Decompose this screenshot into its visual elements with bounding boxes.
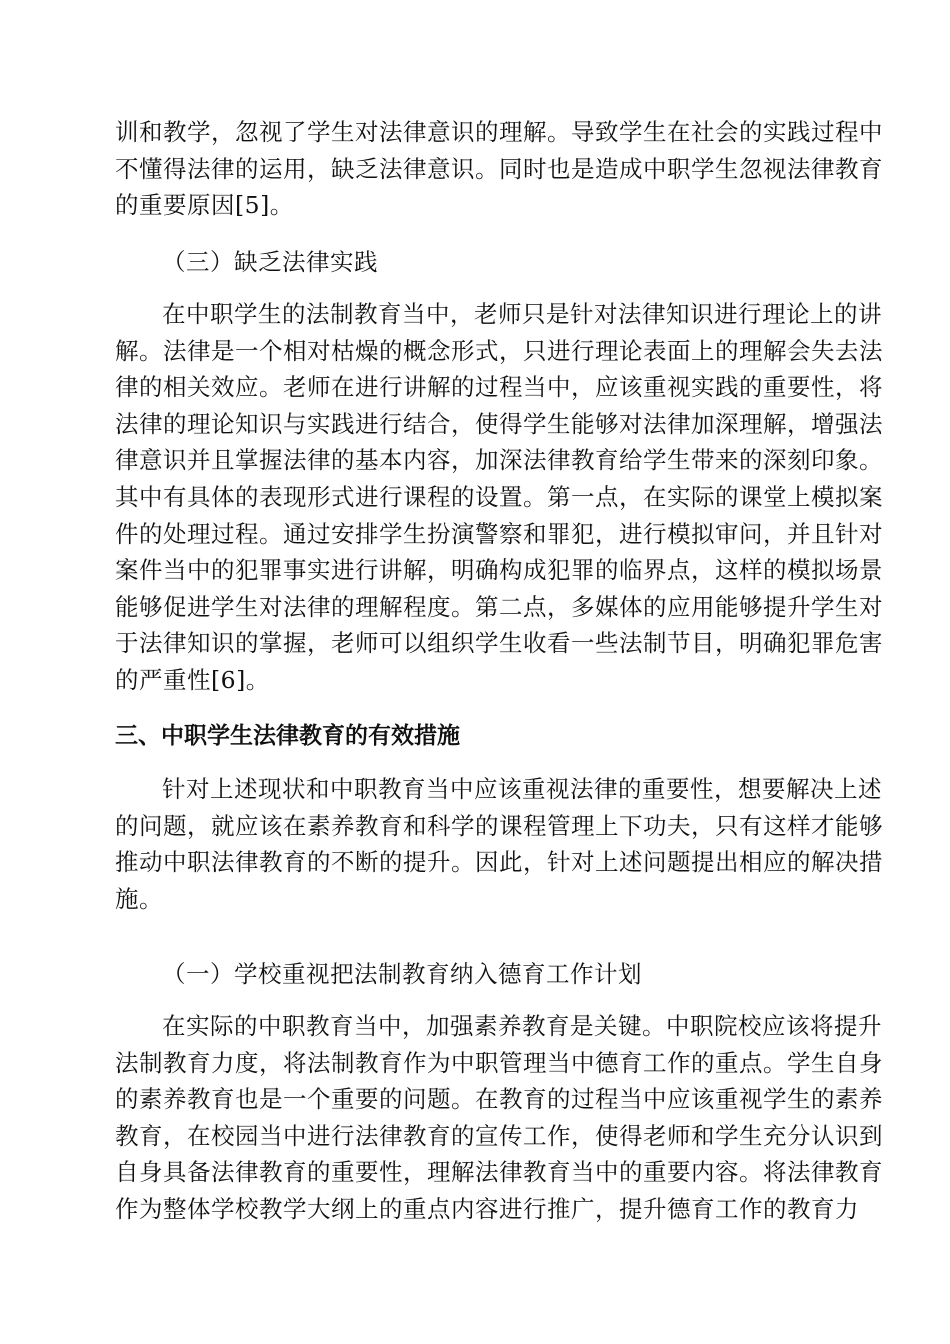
text-line: 作为整体学校教学大纲上的重点内容进行推广，提升德育工作的教育力 <box>115 1194 859 1223</box>
text-line: 解。法律是一个相对枯燥的概念形式，只进行理论表面上的理解会失去法 <box>115 336 883 365</box>
text-line: 律的相关效应。老师在进行讲解的过程当中，应该重视实践的重要性，将 <box>115 373 883 402</box>
section-heading: 三、中职学生法律教育的有效措施 <box>115 723 460 749</box>
text-line: 件的处理过程。通过安排学生扮演警察和罪犯，进行模拟审问，并且针对 <box>115 519 883 548</box>
text-line: 案件当中的犯罪事实进行讲解，明确构成犯罪的临界点，这样的模拟场景 <box>115 556 883 585</box>
text-line: 的素养教育也是一个重要的问题。在教育的过程当中应该重视学生的素养 <box>115 1085 883 1114</box>
text-line: 自身具备法律教育的重要性，理解法律教育当中的重要内容。将法律教育 <box>115 1158 883 1187</box>
subheading-school-plan: （一）学校重视把法制教育纳入德育工作计划 <box>162 960 642 988</box>
paragraph-introduction <box>115 771 883 917</box>
paragraph-legal-practice <box>115 296 883 699</box>
text-line: 教育，在校园当中进行法律教育的宣传工作，使得老师和学生充分认识到 <box>115 1121 883 1150</box>
paragraph-continued <box>115 114 883 224</box>
subheading-lack-of-practice: （三）缺乏法律实践 <box>162 248 378 276</box>
text-line: 的重要原因[5]。 <box>115 191 294 220</box>
text-line: 法律的理论知识与实践进行结合，使得学生能够对法律加深理解，增强法 <box>115 409 883 438</box>
text-line: 于法律知识的掌握，老师可以组织学生收看一些法制节目，明确犯罪危害 <box>115 629 883 658</box>
text-line: 的问题，就应该在素养教育和科学的课程管理上下功夫，只有这样才能够 <box>115 811 883 840</box>
text-line: 其中有具体的表现形式进行课程的设置。第一点，在实际的课堂上模拟案 <box>115 482 883 511</box>
text-line: 施。 <box>115 884 163 913</box>
text-line: 律意识并且掌握法律的基本内容，加深法律教育给学生带来的深刻印象。 <box>115 446 883 475</box>
text-line: 的严重性[6]。 <box>115 665 270 694</box>
text-line: 法制教育力度，将法制教育作为中职管理当中德育工作的重点。学生自身 <box>115 1048 883 1077</box>
text-line: 在实际的中职教育当中，加强素养教育是关键。中职院校应该将提升 <box>162 1012 882 1040</box>
text-line: 不懂得法律的运用，缺乏法律意识。同时也是造成中职学生忽视法律教育 <box>115 154 883 183</box>
text-line: 能够促进学生对法律的理解程度。第二点，多媒体的应用能够提升学生对 <box>115 592 883 621</box>
text-line: 推动中职法律教育的不断的提升。因此，针对上述问题提出相应的解决措 <box>115 848 883 877</box>
text-line: 训和教学，忽视了学生对法律意识的理解。导致学生在社会的实践过程中 <box>115 118 883 146</box>
text-line: 在中职学生的法制教育当中，老师只是针对法律知识进行理论上的讲 <box>162 300 882 328</box>
text-line: 针对上述现状和中职教育当中应该重视法律的重要性，想要解决上述 <box>162 775 882 803</box>
paragraph-school-plan <box>115 1008 883 1228</box>
